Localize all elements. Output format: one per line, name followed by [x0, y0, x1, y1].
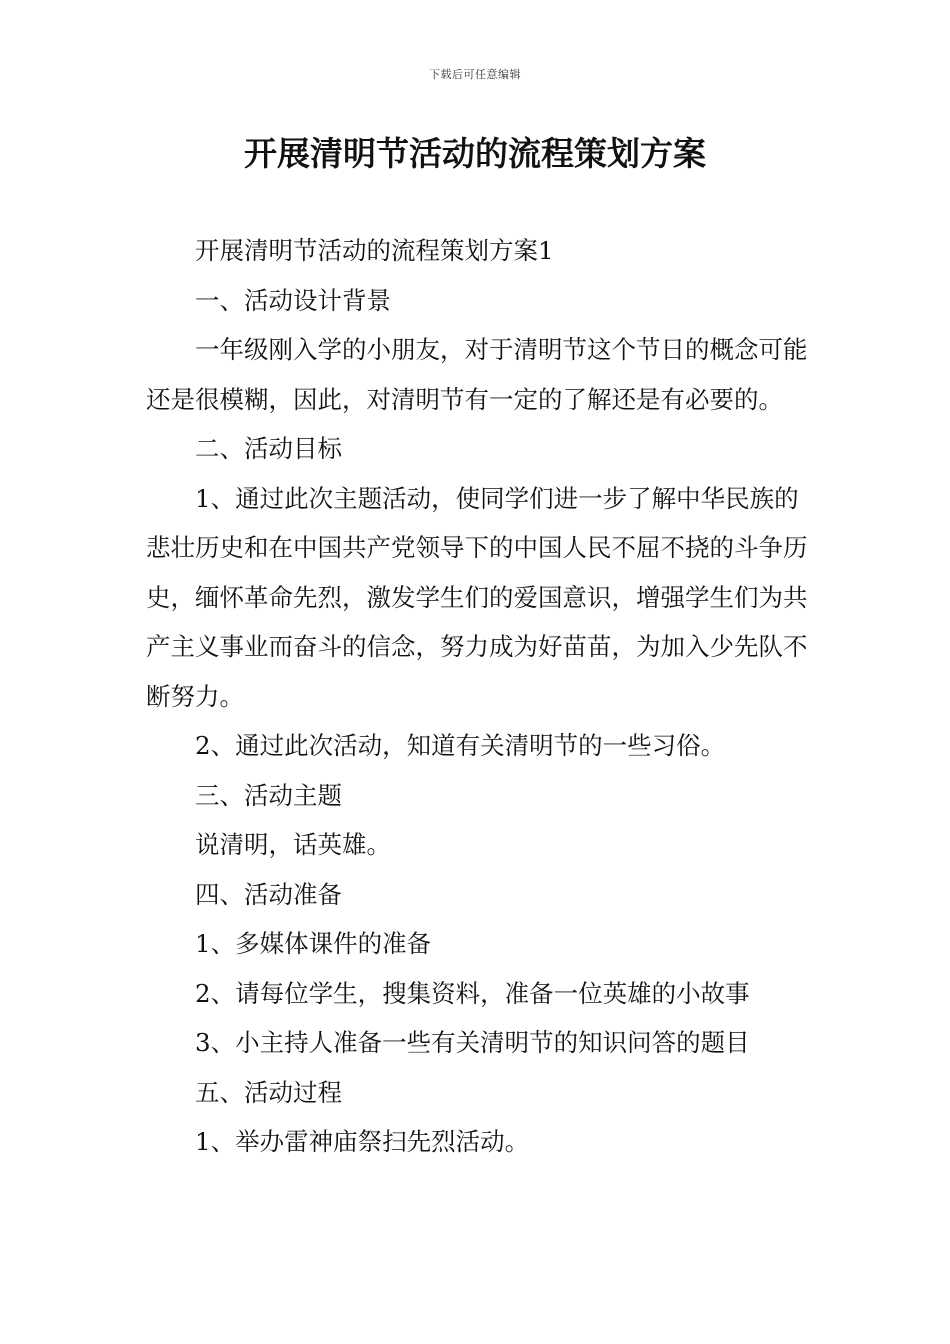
section-heading: 二、活动目标: [195, 434, 342, 463]
section-heading: 一、活动设计背景: [195, 285, 391, 315]
header-note: 下载后可任意编辑: [429, 68, 521, 81]
paragraph: 1、通过此次主题活动，使同学们进一步了解中华民族的悲壮历史和在中国共产党领导下的中国人民不屈不挠的斗争历史，缅怀革命先烈，激发学生们的爱国意识，增强学生们为共产主义事业而奋斗的信念，努力成为好苗苗，为加入少先队不断努力。: [146, 483, 808, 711]
paragraph-subtitle: 开展清明节活动的流程策划方案1: [195, 236, 554, 265]
section-heading: 五、活动过程: [195, 1077, 342, 1107]
document-body: [146, 226, 808, 1167]
section-heading: 四、活动准备: [195, 879, 342, 909]
list-item: 1、多媒体课件的准备: [195, 929, 432, 958]
list-item: 3、小主持人准备一些有关清明节的知识问答的题目: [195, 1028, 750, 1057]
document-title: 开展清明节活动的流程策划方案: [244, 134, 706, 173]
paragraph: 一年级刚入学的小朋友，对于清明节这个节日的概念可能还是很模糊，因此，对清明节有一定的了解还是有必要的。: [146, 335, 808, 414]
paragraph: 2、通过此次活动，知道有关清明节的一些习俗。: [195, 731, 726, 760]
paragraph: 说清明，话英雄。: [195, 830, 391, 859]
list-item: 2、请每位学生，搜集资料，准备一位英雄的小故事: [195, 978, 750, 1008]
list-item: 1、举办雷神庙祭扫先烈活动。: [195, 1127, 530, 1156]
section-heading: 三、活动主题: [195, 780, 342, 810]
